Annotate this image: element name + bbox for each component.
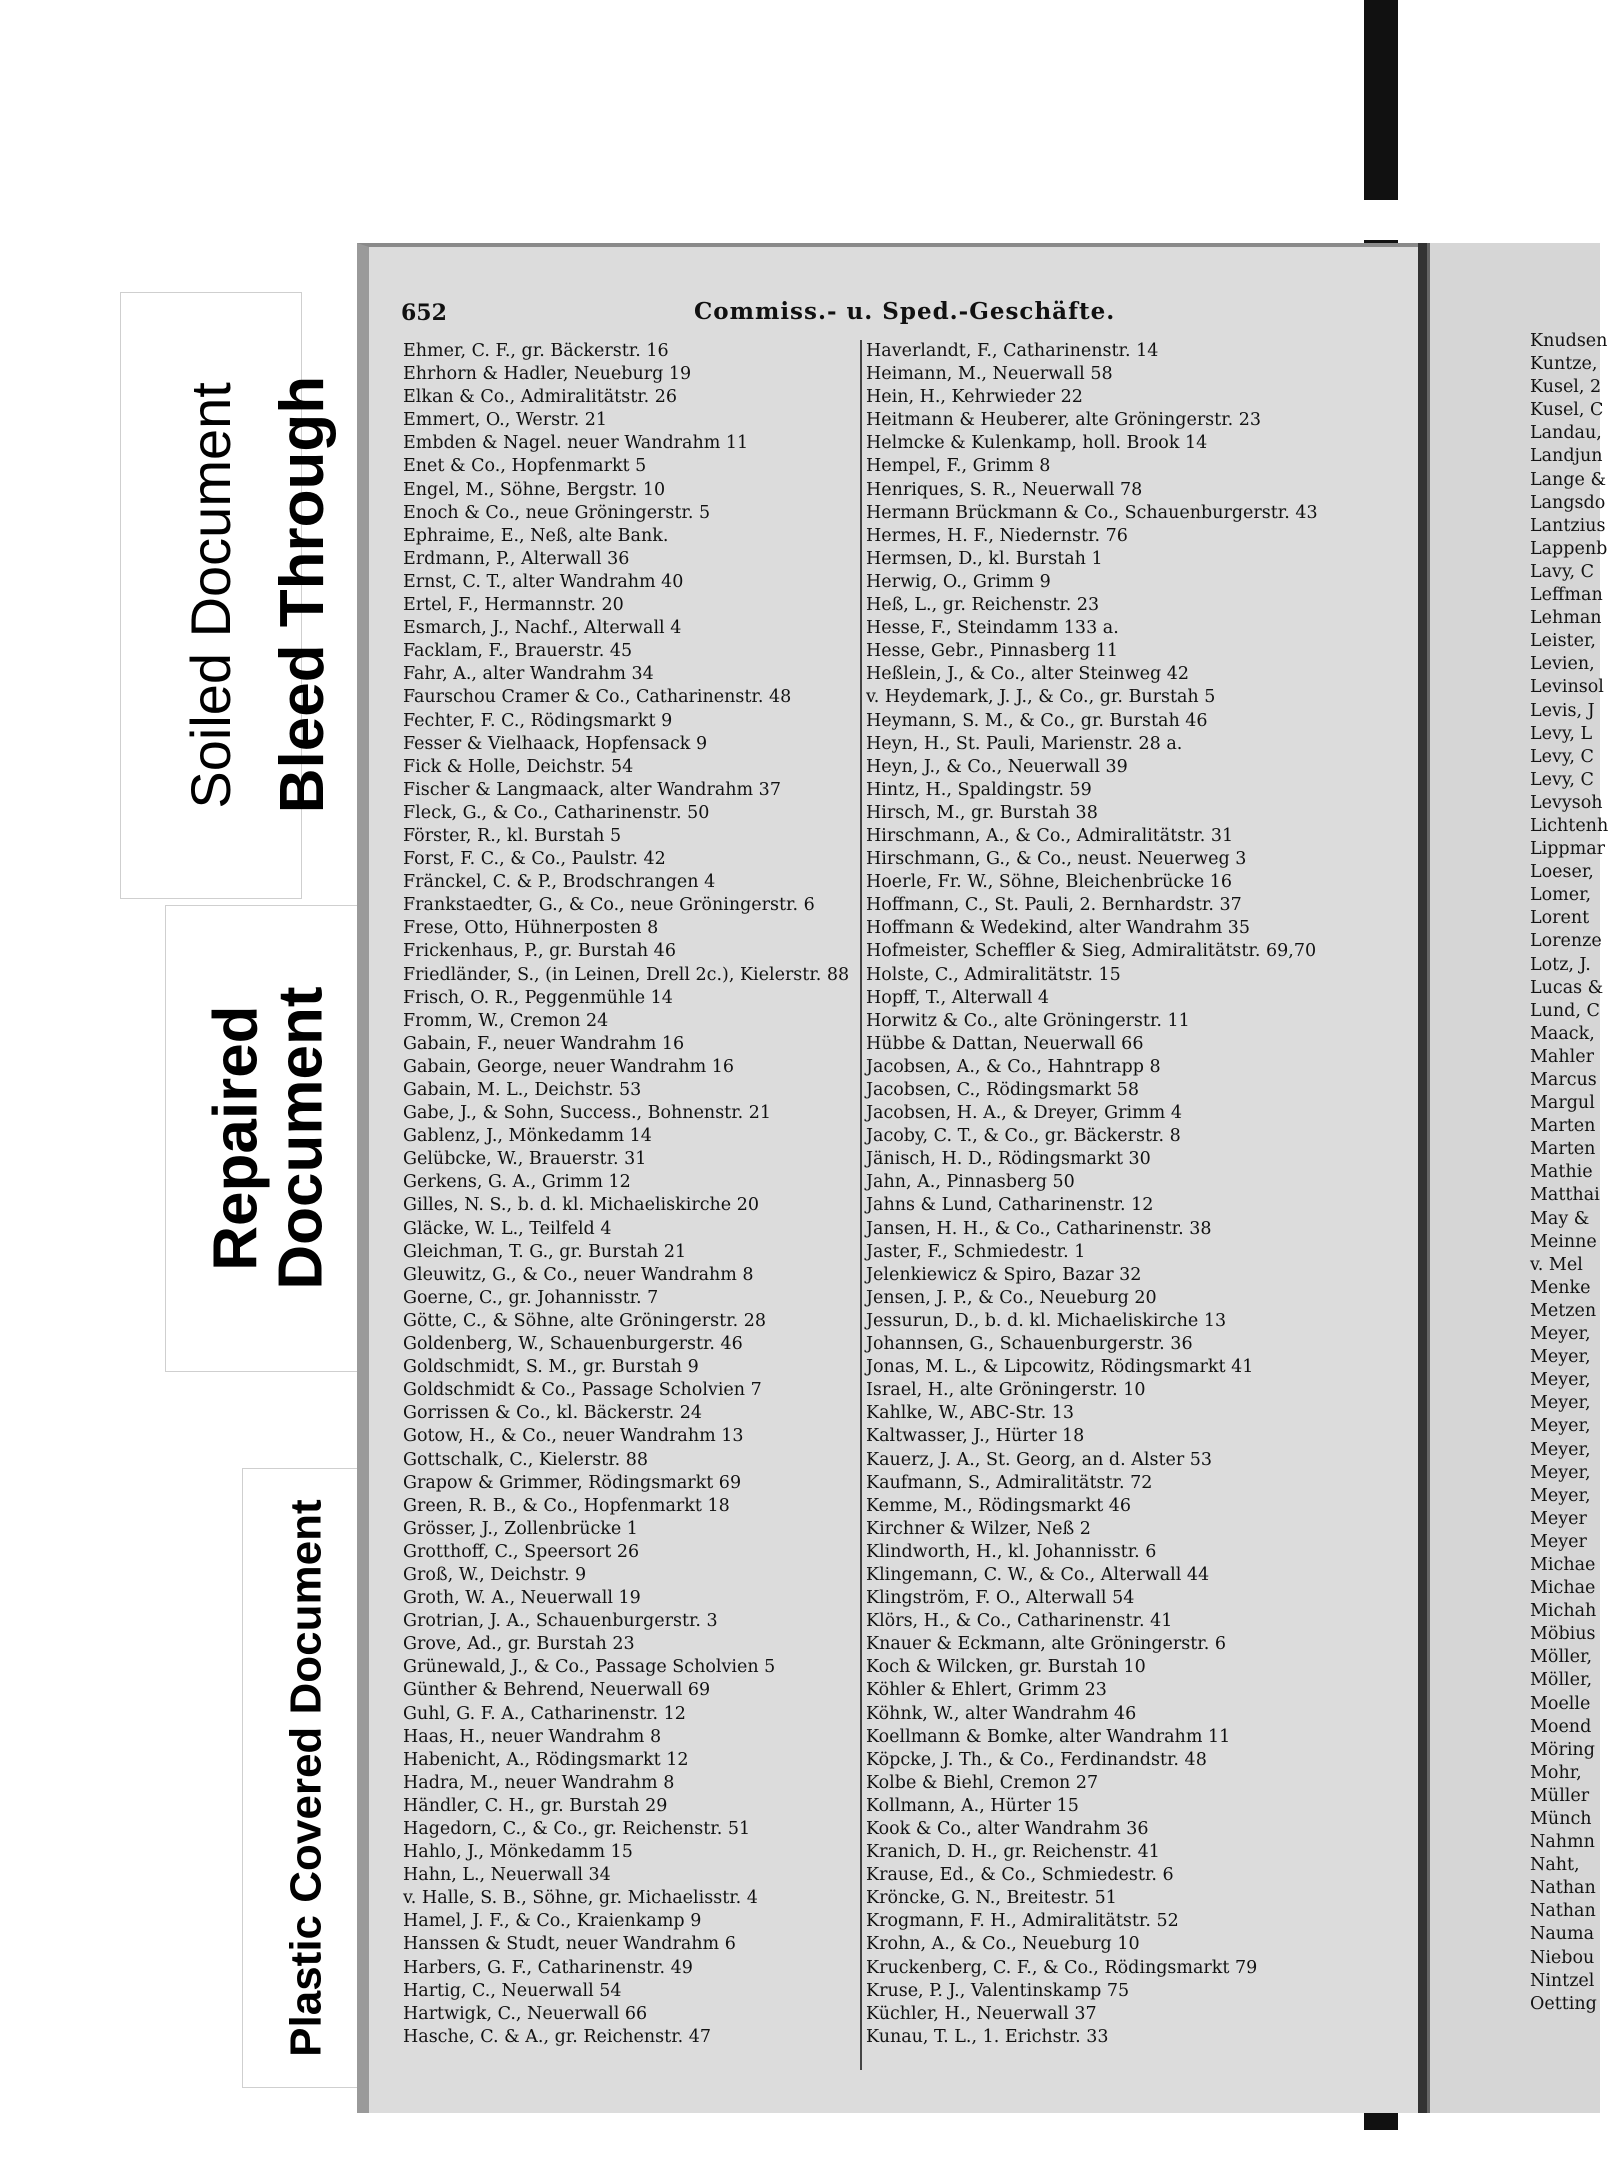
directory-entry: Gläcke, W. L., Teilfeld 4 (403, 1218, 612, 1239)
directory-entry: Hirschmann, A., & Co., Admiralitätstr. 31 (866, 825, 1234, 846)
directory-entry: Möring (1530, 1739, 1595, 1760)
directory-entry: Gleichman, T. G., gr. Burstah 21 (403, 1241, 687, 1262)
directory-entry: Hopff, T., Alterwall 4 (866, 987, 1050, 1008)
directory-entry: Groth, W. A., Neuerwall 19 (403, 1588, 641, 1609)
directory-entry: Hagedorn, C., & Co., gr. Reichenstr. 51 (403, 1819, 751, 1839)
directory-entry: Müller (1530, 1785, 1590, 1806)
directory-entry: Jacobsen, C., Rödingsmarkt 58 (866, 1080, 1140, 1100)
directory-entry: Klörs, H., & Co., Catharinenstr. 41 (866, 1611, 1173, 1632)
directory-entry: Esmarch, J., Nachf., Alterwall 4 (403, 618, 682, 639)
directory-entry: Elkan & Co., Admiralitätstr. 26 (403, 387, 678, 408)
directory-entry: Kirchner & Wilzer, Neß 2 (866, 1518, 1091, 1539)
directory-entry: Kook & Co., alter Wandrahm 36 (866, 1819, 1149, 1839)
directory-entry: Langsdo (1530, 492, 1606, 513)
directory-entry: Goldschmidt, S. M., gr. Burstah 9 (403, 1357, 699, 1378)
directory-entry: Maack, (1530, 1023, 1595, 1044)
directory-entry: v. Mel (1530, 1254, 1583, 1275)
directory-entry: Kemme, M., Rödingsmarkt 46 (866, 1495, 1132, 1516)
directory-entry: Embden & Nagel. neuer Wandrahm 11 (403, 433, 749, 454)
directory-entry: Levy, C (1530, 746, 1594, 767)
directory-entry: Faurschou Cramer & Co., Catharinenstr. 48 (403, 687, 792, 708)
directory-entry: Levien, (1530, 654, 1595, 675)
directory-entry: Fick & Holle, Deichstr. 54 (403, 756, 634, 777)
directory-entry: Jahns & Lund, Catharinenstr. 12 (866, 1195, 1154, 1216)
directory-entry: Kolbe & Biehl, Cremon 27 (866, 1772, 1099, 1793)
running-head: Commiss.- u. Sped.-Geschäfte. (694, 298, 1116, 325)
directory-entry: Gotow, H., & Co., neuer Wandrahm 13 (403, 1426, 744, 1447)
directory-entry: Jessurun, D., b. d. kl. Michaeliskirche 13 (866, 1310, 1227, 1331)
label-bleed-through (228, 292, 378, 897)
directory-entry: Möller, (1530, 1670, 1593, 1691)
directory-entry: Hartig, C., Neuerwall 54 (403, 1980, 622, 2001)
directory-entry: Heßlein, J., & Co., alter Steinweg 42 (866, 664, 1190, 685)
directory-entry: Heymann, S. M., & Co., gr. Burstah 46 (866, 710, 1208, 731)
directory-entry: Habenicht, A., Rödingsmarkt 12 (403, 1749, 689, 1770)
directory-entry: Münch (1530, 1809, 1592, 1829)
directory-entry: Krogmann, F. H., Admiralitätstr. 52 (866, 1911, 1179, 1932)
directory-entry: Jelenkiewicz & Spiro, Bazar 32 (866, 1264, 1142, 1285)
directory-entry: Haas, H., neuer Wandrahm 8 (403, 1726, 662, 1747)
directory-entry: Herwig, O., Grimm 9 (866, 571, 1051, 592)
directory-entry: Kranich, D. H., gr. Reichenstr. 41 (866, 1842, 1160, 1863)
directory-entry: Koch & Wilcken, gr. Burstah 10 (866, 1657, 1146, 1678)
directory-entry: Fahr, A., alter Wandrahm 34 (403, 664, 654, 685)
directory-entry: Metzen (1530, 1300, 1597, 1321)
directory-entry: Kruse, P. J., Valentinskamp 75 (866, 1980, 1130, 2001)
directory-entry: Nauma (1530, 1924, 1595, 1945)
directory-entry: Kahlke, W., ABC-Str. 13 (866, 1403, 1075, 1424)
directory-entry: Hintz, H., Spaldingstr. 59 (866, 779, 1092, 800)
binder-gap (1364, 2130, 1398, 2177)
directory-entry: Hübbe & Dattan, Neuerwall 66 (866, 1033, 1144, 1054)
directory-entry: Hadra, M., neuer Wandrahm 8 (403, 1772, 675, 1793)
directory-entry: Lappenb (1530, 538, 1608, 559)
directory-entry: Leister, (1530, 631, 1596, 652)
directory-entry: Fleck, G., & Co., Catharinenstr. 50 (403, 802, 710, 823)
directory-entry: Händler, C. H., gr. Burstah 29 (403, 1795, 668, 1816)
label-repaired-text: Repaired Document (201, 986, 336, 1291)
directory-entry: Leffman (1530, 585, 1603, 606)
directory-entry: Frickenhaus, P., gr. Burstah 46 (403, 941, 676, 962)
directory-entry: Kusel, C (1530, 400, 1604, 421)
directory-entry: Matthai (1530, 1185, 1600, 1206)
directory-entry: Meyer, (1530, 1462, 1591, 1483)
directory-entry: Kröncke, G. N., Breitestr. 51 (866, 1888, 1117, 1909)
directory-entry: Menke (1530, 1277, 1591, 1298)
directory-entry: Lantzius (1530, 515, 1606, 536)
directory-entry: Meyer, (1530, 1416, 1591, 1437)
directory-entry: Kauerz, J. A., St. Georg, an d. Alster 53 (866, 1449, 1213, 1470)
directory-entry: Lund, C (1530, 1000, 1600, 1021)
directory-entry: Ertel, F., Hermannstr. 20 (403, 595, 624, 616)
directory-entry: Friedländer, S., (in Leinen, Drell 2c.), Kielerstr. 88 (403, 964, 850, 985)
directory-entry: Meyer, (1530, 1439, 1591, 1460)
directory-entry: Klindworth, H., kl. Johannisstr. 6 (866, 1541, 1157, 1562)
directory-entry: Marcus (1530, 1070, 1597, 1090)
directory-entry: Naht, (1530, 1855, 1580, 1876)
directory-entry: Oetting (1530, 1993, 1597, 2014)
directory-entry: Loeser, (1530, 862, 1594, 883)
directory-entry: Grotthoff, C., Speersort 26 (403, 1541, 640, 1562)
directory-entry: Green, R. B., & Co., Hopfenmarkt 18 (403, 1495, 730, 1516)
directory-entry: Hirsch, M., gr. Burstah 38 (866, 802, 1098, 823)
directory-entry: Michah (1530, 1601, 1597, 1622)
directory-entry: Gerkens, G. A., Grimm 12 (403, 1172, 631, 1193)
directory-entry: Jacoby, C. T., & Co., gr. Bäckerstr. 8 (866, 1126, 1181, 1147)
binder-gap (1364, 200, 1398, 240)
directory-entry: Kuntze, (1530, 354, 1598, 375)
directory-entry: Hesse, F., Steindamm 133 a. (866, 618, 1119, 639)
directory-entry: Frese, Otto, Hühnerposten 8 (403, 918, 659, 939)
directory-entry: Enoch & Co., neue Gröningerstr. 5 (403, 502, 711, 523)
directory-entry: Knauer & Eckmann, alte Gröningerstr. 6 (866, 1634, 1226, 1655)
directory-entry: Hirschmann, G., & Co., neust. Neuerweg 3 (866, 849, 1247, 870)
directory-entry: Hoerle, Fr. W., Söhne, Bleichenbrücke 16 (866, 872, 1233, 893)
directory-entry: Jänisch, H. D., Rödingsmarkt 30 (866, 1149, 1151, 1170)
directory-entry: Köhler & Ehlert, Grimm 23 (866, 1680, 1107, 1701)
directory-column-left (403, 340, 863, 2049)
directory-entry: Lehman (1530, 608, 1602, 629)
directory-entry: Gorrissen & Co., kl. Bäckerstr. 24 (403, 1403, 703, 1424)
directory-entry: Goldschmidt & Co., Passage Scholvien 7 (403, 1380, 762, 1401)
directory-entry: Lucas & (1530, 977, 1604, 998)
directory-entry: Lomer, (1530, 885, 1592, 906)
directory-entry: Hermes, H. F., Niedernstr. 76 (866, 525, 1128, 546)
directory-entry: Klingström, F. O., Alterwall 54 (866, 1588, 1135, 1609)
directory-entry: Engel, M., Söhne, Bergstr. 10 (403, 479, 666, 500)
directory-entry: Marten (1530, 1116, 1596, 1137)
page-number: 652 (401, 300, 447, 326)
directory-entry: Henriques, S. R., Neuerwall 78 (866, 479, 1143, 500)
directory-entry: Moelle (1530, 1693, 1591, 1714)
directory-entry: Nathan (1530, 1878, 1596, 1899)
directory-entry: Köpcke, J. Th., & Co., Ferdinandstr. 48 (866, 1749, 1207, 1770)
directory-entry: Jansen, H. H., & Co., Catharinenstr. 38 (866, 1218, 1212, 1239)
directory-entry: Levy, L (1530, 723, 1593, 744)
directory-entry: Hahlo, J., Mönkedamm 15 (403, 1842, 633, 1863)
directory-entry: Meyer, (1530, 1347, 1591, 1368)
directory-entry: Gelübcke, W., Brauerstr. 31 (403, 1149, 647, 1170)
directory-entry: Hamel, J. F., & Co., Kraienkamp 9 (403, 1911, 702, 1932)
label-soiled-text: Soiled Document (178, 382, 242, 809)
directory-entry: Guhl, G. F. A., Catharinenstr. 12 (403, 1703, 686, 1724)
directory-entry: Goerne, C., gr. Johannisstr. 7 (403, 1287, 659, 1308)
directory-entry: Grove, Ad., gr. Burstah 23 (403, 1634, 635, 1655)
directory-entry: Jensen, J. P., & Co., Neueburg 20 (866, 1287, 1157, 1308)
directory-entry: Fechter, F. C., Rödingsmarkt 9 (403, 710, 673, 731)
directory-entry: Landjun (1530, 446, 1603, 467)
directory-entry: Jaster, F., Schmiedestr. 1 (866, 1241, 1086, 1262)
directory-entry: Hoffmann & Wedekind, alter Wandrahm 35 (866, 918, 1250, 939)
directory-entry: Goldenberg, W., Schauenburgerstr. 46 (403, 1334, 743, 1355)
directory-entry: Levysoh (1530, 792, 1603, 813)
directory-entry: Gilles, N. S., b. d. kl. Michaeliskirche 20 (403, 1195, 759, 1216)
directory-entry: Ephraime, E., Neß, alte Bank. (403, 525, 669, 546)
directory-entry: Kruckenberg, C. F., & Co., Rödingsmarkt 79 (866, 1957, 1258, 1978)
directory-entry: Klingemann, C. W., & Co., Alterwall 44 (866, 1564, 1210, 1585)
directory-entry: Lange & (1530, 469, 1607, 490)
directory-entry: Förster, R., kl. Burstah 5 (403, 825, 622, 846)
directory-entry: Gleuwitz, G., & Co., neuer Wandrahm 8 (403, 1264, 754, 1285)
directory-entry: Jacobsen, H. A., & Dreyer, Grimm 4 (866, 1103, 1182, 1124)
directory-entry: Krause, Ed., & Co., Schmiedestr. 6 (866, 1865, 1174, 1886)
directory-entry: Grösser, J., Zollenbrücke 1 (403, 1518, 638, 1539)
directory-entry: Jonas, M. L., & Lipcowitz, Rödingsmarkt 41 (866, 1357, 1254, 1378)
directory-entry: Krohn, A., & Co., Neueburg 10 (866, 1934, 1140, 1955)
directory-entry: Gabain, George, neuer Wandrahm 16 (403, 1056, 735, 1077)
directory-entry: Ernst, C. T., alter Wandrahm 40 (403, 571, 684, 592)
directory-entry: Meyer (1530, 1531, 1587, 1552)
directory-entry: Lotz, J. (1530, 954, 1591, 975)
directory-entry: v. Halle, S. B., Söhne, gr. Michaelisstr. 4 (403, 1888, 758, 1909)
directory-entry: Fesser & Vielhaack, Hopfensack 9 (403, 733, 708, 754)
directory-entry: Michae (1530, 1578, 1596, 1599)
directory-entry: May & (1530, 1208, 1590, 1229)
directory-entry: Michae (1530, 1554, 1596, 1575)
directory-entry: Groß, W., Deichstr. 9 (403, 1564, 587, 1585)
directory-entry: Hahn, L., Neuerwall 34 (403, 1865, 611, 1886)
directory-entry: Nathan (1530, 1901, 1596, 1922)
directory-entry: Helmcke & Kulenkamp, holl. Brook 14 (866, 433, 1208, 454)
directory-entry: Lorent (1530, 908, 1590, 929)
directory-entry: Erdmann, P., Alterwall 36 (403, 548, 630, 569)
directory-entry: Hoffmann, C., St. Pauli, 2. Bernhardstr. 37 (866, 895, 1242, 916)
directory-entry: Möbius (1530, 1624, 1596, 1645)
directory-entry: Kusel, 2 (1530, 377, 1602, 398)
directory-entry: Hermsen, D., kl. Burstah 1 (866, 548, 1103, 569)
directory-entry: Forst, F. C., & Co., Paulstr. 42 (403, 849, 666, 870)
directory-entry: Horwitz & Co., alte Gröningerstr. 11 (866, 1010, 1190, 1031)
directory-entry: Hesse, Gebr., Pinnasberg 11 (866, 641, 1119, 662)
directory-entry: Levy, C (1530, 769, 1594, 790)
directory-entry: Kollmann, A., Hürter 15 (866, 1795, 1079, 1816)
label-plastic-covered-document (242, 1468, 372, 2088)
directory-entry: Gabain, F., neuer Wandrahm 16 (403, 1033, 685, 1054)
directory-entry: Ehmer, C. F., gr. Bäckerstr. 16 (403, 341, 669, 361)
directory-entry: Hermann Brückmann & Co., Schauenburgerstr. 43 (866, 502, 1318, 523)
directory-entry: Gabain, M. L., Deichstr. 53 (403, 1080, 642, 1100)
directory-entry: Nintzel (1530, 1970, 1595, 1991)
directory-entry: Grünewald, J., & Co., Passage Scholvien 5 (403, 1657, 776, 1678)
directory-entry: Frankstaedter, G., & Co., neue Gröningerstr. 6 (403, 895, 815, 916)
directory-entry: Johannsen, G., Schauenburgerstr. 36 (866, 1334, 1193, 1355)
directory-entry: Heyn, H., St. Pauli, Marienstr. 28 a. (866, 733, 1183, 754)
directory-entry: Lichtenh (1530, 815, 1608, 836)
directory-entry: Jahn, A., Pinnasberg 50 (866, 1172, 1075, 1193)
directory-entry: Grotrian, J. A., Schauenburgerstr. 3 (403, 1611, 718, 1632)
directory-entry: Meyer, (1530, 1370, 1591, 1391)
directory-entry: Landau, (1530, 423, 1602, 444)
directory-entry: Hein, H., Kehrwieder 22 (866, 387, 1083, 408)
directory-entry: Köhnk, W., alter Wandrahm 46 (866, 1703, 1137, 1724)
directory-entry: Frisch, O. R., Peggenmühle 14 (403, 987, 673, 1008)
directory-entry: Jacobsen, A., & Co., Hahntrapp 8 (866, 1056, 1161, 1077)
directory-entry: Kunau, T. L., 1. Erichstr. 33 (866, 2026, 1109, 2047)
directory-entry: Kaufmann, S., Admiralitätstr. 72 (866, 1472, 1153, 1493)
directory-entry: Moend (1530, 1716, 1592, 1737)
directory-entry: Grapow & Grimmer, Rödingsmarkt 69 (403, 1472, 742, 1493)
directory-entry: Heß, L., gr. Reichenstr. 23 (866, 595, 1100, 616)
directory-entry: Meyer, (1530, 1324, 1591, 1345)
directory-entry: Meyer, (1530, 1393, 1591, 1414)
label-bleed-text: Bleed Through (268, 375, 338, 814)
directory-entry: Margul (1530, 1093, 1595, 1114)
directory-entry: Heimann, M., Neuerwall 58 (866, 364, 1113, 385)
directory-entry: Niebou (1530, 1947, 1595, 1968)
directory-entry: Fischer & Langmaack, alter Wandrahm 37 (403, 779, 781, 800)
directory-entry: Hofmeister, Scheffler & Sieg, Admiralitätstr. 69,70 (866, 941, 1317, 962)
directory-entry: Meyer, (1530, 1485, 1591, 1506)
directory-column-right (1530, 330, 1608, 2016)
directory-entry: Hanssen & Studt, neuer Wandrahm 6 (403, 1934, 736, 1955)
directory-entry: Hasche, C. & A., gr. Reichenstr. 47 (403, 2026, 712, 2047)
directory-entry: Haverlandt, F., Catharinenstr. 14 (866, 341, 1159, 361)
directory-entry: Heitmann & Heuberer, alte Gröningerstr. 23 (866, 410, 1262, 431)
directory-entry: Fromm, W., Cremon 24 (403, 1010, 609, 1031)
directory-entry: Hartwigk, C., Neuerwall 66 (403, 2003, 648, 2024)
label-plastic-text: Plastic Covered Document (281, 1499, 331, 2057)
directory-entry: Meyer (1530, 1508, 1587, 1529)
directory-entry: Holste, C., Admiralitätstr. 15 (866, 964, 1121, 985)
directory-entry: Enet & Co., Hopfenmarkt 5 (403, 456, 647, 477)
directory-entry: Koellmann & Bomke, alter Wandrahm 11 (866, 1726, 1231, 1747)
directory-entry: Emmert, O., Werstr. 21 (403, 410, 607, 431)
directory-entry: Lorenze (1530, 931, 1602, 952)
directory-entry: Lavy, C (1530, 561, 1595, 582)
directory-entry: Möller, (1530, 1647, 1593, 1668)
directory-entry: Mohr, (1530, 1762, 1582, 1783)
directory-entry: Heyn, J., & Co., Neuerwall 39 (866, 756, 1128, 777)
directory-entry: Marten (1530, 1139, 1596, 1160)
directory-entry: Götte, C., & Söhne, alte Gröningerstr. 28 (403, 1310, 766, 1331)
directory-entry: Gablenz, J., Mönkedamm 14 (403, 1126, 652, 1147)
directory-entry: Mahler (1530, 1046, 1594, 1067)
directory-entry: Facklam, F., Brauerstr. 45 (403, 641, 633, 662)
directory-entry: Levinsol (1530, 677, 1604, 698)
directory-entry: Kaltwasser, J., Hürter 18 (866, 1426, 1085, 1447)
directory-entry: Lippmar (1530, 839, 1606, 860)
directory-entry: Levis, J (1530, 700, 1595, 721)
directory-entry: Küchler, H., Neuerwall 37 (866, 2003, 1097, 2024)
directory-entry: Günther & Behrend, Neuerwall 69 (403, 1680, 711, 1701)
directory-entry: Fränckel, C. & P., Brodschrangen 4 (403, 872, 716, 893)
directory-entry: v. Heydemark, J. J., & Co., gr. Burstah 5 (866, 687, 1216, 708)
directory-entry: Ehrhorn & Hadler, Neueburg 19 (403, 364, 692, 385)
directory-entry: Harbers, G. F., Catharinenstr. 49 (403, 1957, 693, 1978)
directory-entry: Knudsen (1530, 331, 1608, 351)
directory-entry: Nahmn (1530, 1832, 1595, 1853)
directory-entry: Meinne (1530, 1231, 1597, 1252)
directory-entry: Israel, H., alte Gröningerstr. 10 (866, 1380, 1146, 1401)
directory-entry: Mathie (1530, 1162, 1593, 1183)
directory-entry: Hempel, F., Grimm 8 (866, 456, 1051, 477)
directory-column-middle (866, 340, 1416, 2049)
directory-entry: Gottschalk, C., Kielerstr. 88 (403, 1449, 649, 1470)
directory-entry: Gabe, J., & Sohn, Success., Bohnenstr. 21 (403, 1103, 772, 1124)
label-repaired-document (165, 905, 372, 1372)
